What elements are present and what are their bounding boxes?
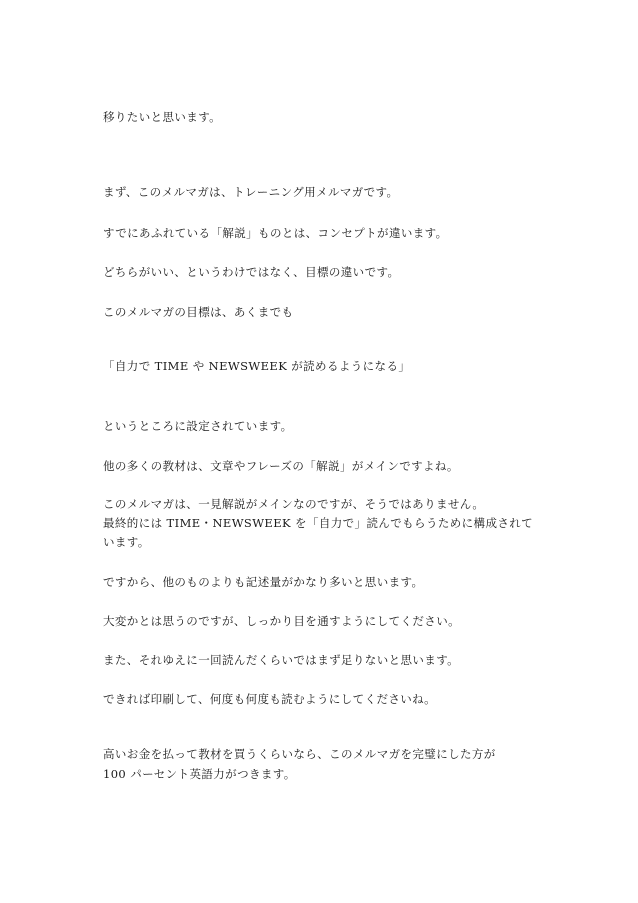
paragraph-line: 高いお金を払って教材を買うくらいなら、このメルマガを完璧にした方が	[103, 747, 496, 761]
paragraph-line: 大変かとは思うのですが、しっかり目を通すようにしてください。	[103, 614, 460, 628]
paragraph-line: います。	[103, 535, 150, 549]
paragraph-line: 他の多くの教材は、文章やフレーズの「解説」がメインですよね。	[103, 459, 459, 473]
paragraph-line: できれば印刷して、何度も何度も読むようにしてくださいね。	[103, 692, 436, 706]
paragraph-line: まず、このメルマガは、トレーニング用メルマガです。	[103, 185, 399, 199]
paragraph-line: このメルマガは、一見解説がメインなのですが、そうではありません。	[103, 497, 485, 511]
paragraph-line: というところに設定されています。	[103, 419, 293, 433]
paragraph-line: どちらがいい、というわけではなく、目標の違いです。	[103, 265, 400, 279]
paragraph-line: また、それゆえに一回読んだくらいではまず足りないと思います。	[103, 653, 460, 667]
paragraph-line: すでにあふれている「解説」ものとは、コンセプトが違います。	[103, 226, 448, 240]
paragraph-line: 移りたいと思います。	[103, 110, 222, 124]
paragraph-line: 100 パーセント英語力がつきます。	[103, 767, 296, 781]
quote-line: 「自力で TIME や NEWSWEEK が読めるようになる」	[103, 359, 411, 373]
paragraph-line: ですから、他のものよりも記述量がかなり多いと思います。	[103, 575, 424, 589]
paragraph-line: 最終的には TIME・NEWSWEEK を「自力で」読んでもらうために構成されて	[103, 516, 534, 530]
paragraph-line: このメルマガの目標は、あくまでも	[103, 305, 294, 319]
